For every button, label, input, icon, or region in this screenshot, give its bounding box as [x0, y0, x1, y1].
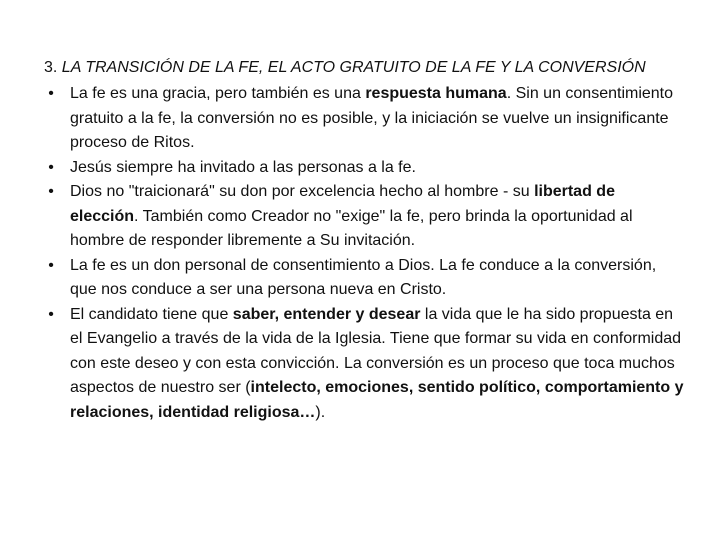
bullet-text: La fe es una gracia, pero también es una [70, 85, 366, 102]
bullet-item [44, 254, 684, 303]
bullet-item [44, 180, 684, 254]
bullet-text-bold: intelecto, emociones, sentido político, comportamiento y relaciones, identidad religiosa… [70, 379, 684, 421]
bullet-icon: • [48, 158, 54, 176]
bullet-icon: • [48, 256, 54, 274]
bullet-text: la vida que le ha sido propuesta en el Evangelio a través de la vida de la Iglesia. Tiene que formar su vida en conformidad con este deseo y con esta convicción. La conversión es un proceso que toca muchos aspectos de nuestro ser ( [70, 305, 682, 396]
bullet-icon: • [48, 183, 54, 200]
section-heading [44, 56, 684, 80]
bullet-list [44, 82, 684, 425]
bullet-text-bold: respuesta humana [365, 85, 507, 102]
bullet-text-bold: saber, entender y desear [232, 305, 421, 323]
section-title: LA TRANSICIÓN DE LA FE, EL ACTO GRATUITO DE LA FE Y LA CONVERSIÓN [61, 59, 646, 76]
bullet-item [44, 82, 684, 156]
bullet-text: Jesús siempre ha invitado a las personas a la fe. [70, 158, 416, 176]
bullet-icon: • [48, 85, 54, 102]
bullet-text: Dios no "traicionará" su don por excelencia hecho al hombre - su [70, 183, 535, 200]
bullet-text: La fe es un don personal de consentimiento a Dios. La fe conduce a la conversión, que nos conduce a ser una persona nueva en Cristo. [70, 256, 657, 298]
section-number: 3. [44, 59, 58, 76]
bullet-icon: • [48, 305, 54, 323]
bullet-item [44, 303, 684, 426]
bullet-text: . Sin un consentimiento gratuito a la fe, la conversión no es posible, y la iniciación se vuelve un insignificante proceso de Ritos. [70, 85, 674, 151]
slide-content [44, 56, 684, 425]
bullet-text-bold: libertad de elección [70, 183, 615, 225]
bullet-text: ). [315, 403, 326, 421]
bullet-text: El candidato tiene que [70, 305, 233, 323]
bullet-item [44, 156, 684, 181]
bullet-text: . También como Creador no "exige" la fe, pero brinda la oportunidad al hombre de responder libremente a Su invitación. [70, 207, 633, 249]
